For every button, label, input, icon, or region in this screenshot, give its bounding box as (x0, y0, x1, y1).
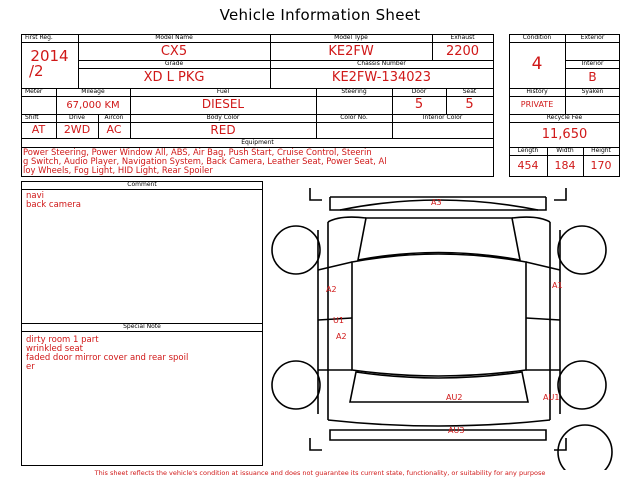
chassis-number-header: Chassis Number (357, 60, 406, 67)
damage-mark-au2: AU2 (446, 393, 463, 402)
color-no-header: Color No. (340, 114, 368, 121)
footer-disclaimer: This sheet reflects the vehicle's condition at issuance and does not guarantee its current state, functionality, or suitability for any purpose (94, 469, 546, 477)
equipment-line: Power Steering, Power Window All, ABS, Air Bag, Push Start, Cruise Control, Steerin (23, 147, 372, 157)
equipment-header: Equipment (241, 139, 274, 146)
front-left-corner (310, 188, 322, 200)
height-value: 170 (590, 159, 612, 172)
interior-header: Interior (581, 60, 604, 67)
length-header: Length (517, 147, 539, 154)
exhaust-header: Exhaust (450, 34, 475, 41)
exhaust-value: 2200 (445, 44, 480, 59)
wheel-rear-left (272, 361, 320, 409)
syaken-header: Syaken (581, 88, 604, 95)
right-doors (526, 262, 560, 370)
special-note-header: Special Note (123, 323, 161, 330)
comment-line: back camera (26, 200, 81, 210)
door-value: 5 (414, 97, 424, 112)
special-note-line: faded door mirror cover and rear spoil (26, 353, 189, 363)
steering-header: Steering (341, 88, 367, 95)
length-value: 454 (517, 159, 539, 172)
model-type-value: KE2FW (328, 44, 374, 59)
special-note-line: dirty room 1 part (26, 335, 99, 345)
door-header: Door (411, 88, 427, 95)
rear-bumper-outline (330, 430, 546, 440)
damage-mark-u1: U1 (333, 316, 344, 325)
history-header: History (526, 88, 548, 95)
right-fender-front (512, 217, 550, 222)
damage-mark-au1: AU1 (543, 393, 560, 402)
comment-line: navi (26, 191, 44, 201)
grade-value: XD L PKG (143, 70, 205, 85)
damage-mark-a2-mid: A2 (336, 332, 347, 341)
special-note-line: er (26, 362, 35, 372)
damage-mark-a1-right: A1 (552, 281, 563, 290)
equipment-line: g Switch, Audio Player, Navigation System, Back Camera, Leather Seat, Power Seat, Al (23, 156, 387, 166)
drive-value: 2WD (63, 123, 91, 136)
model-name-value: CX5 (160, 44, 188, 59)
equipment-line: loy Wheels, Fog Light, HID Light, Rear Spoiler (23, 165, 213, 175)
history-value: PRIVATE (520, 100, 554, 109)
interior-color-header: Interior Color (422, 114, 463, 121)
mileage-header: Mileage (81, 88, 105, 95)
width-value: 184 (554, 159, 576, 172)
meter-header: Meter (25, 88, 43, 95)
rear-left-corner (310, 438, 322, 450)
grade-header: Grade (164, 60, 184, 67)
width-header: Width (556, 147, 574, 154)
wheel-front-right (558, 226, 606, 274)
model-name-header: Model Name (155, 34, 193, 41)
car-damage-diagram (265, 180, 620, 470)
exterior-header: Exterior (580, 34, 605, 41)
fuel-header: Fuel (216, 88, 230, 95)
recycle-fee-header: Recycle Fee (546, 114, 583, 121)
page-title: Vehicle Information Sheet (219, 6, 421, 24)
aircon-header: Aircon (104, 114, 124, 121)
damage-mark-a3-top: A3 (431, 198, 442, 207)
damage-mark-a2-left: A2 (326, 285, 337, 294)
drive-header: Drive (69, 114, 85, 121)
chassis-number-value: KE2FW-134023 (331, 70, 432, 85)
model-type-header: Model Type (334, 34, 368, 41)
condition-header: Condition (522, 34, 552, 41)
wheel-rear-right (558, 361, 606, 409)
roof-outline (352, 254, 526, 376)
seat-value: 5 (465, 97, 474, 112)
interior-value: B (588, 70, 597, 84)
special-note-line: wrinkled seat (26, 344, 84, 354)
comment-header: Comment (127, 181, 157, 188)
body-color-header: Body Color (206, 114, 240, 121)
mileage-value: 67,000 KM (66, 100, 120, 111)
aircon-value: AC (106, 123, 122, 136)
rear-body (328, 420, 550, 426)
first-reg-month: /2 (29, 62, 44, 80)
comment-text (22, 192, 262, 210)
height-header: Height (591, 147, 611, 154)
fuel-value: DIESEL (201, 97, 245, 111)
shift-value: AT (31, 123, 46, 136)
seat-header: Seat (462, 88, 477, 95)
first-reg-year: 2014 (30, 47, 69, 65)
body-color-value: RED (210, 123, 236, 137)
damage-mark-au3: AU3 (448, 426, 465, 435)
front-right-corner (554, 188, 566, 200)
recycle-fee-value: 11,650 (541, 127, 588, 142)
equipment-text (23, 148, 495, 175)
shift-header: Shift (25, 114, 39, 121)
wheel-front-left (272, 226, 320, 274)
first-reg-header: First Reg. (25, 34, 53, 41)
special-note-text (22, 336, 262, 372)
condition-value: 4 (531, 54, 543, 74)
left-fender-front (328, 217, 366, 222)
